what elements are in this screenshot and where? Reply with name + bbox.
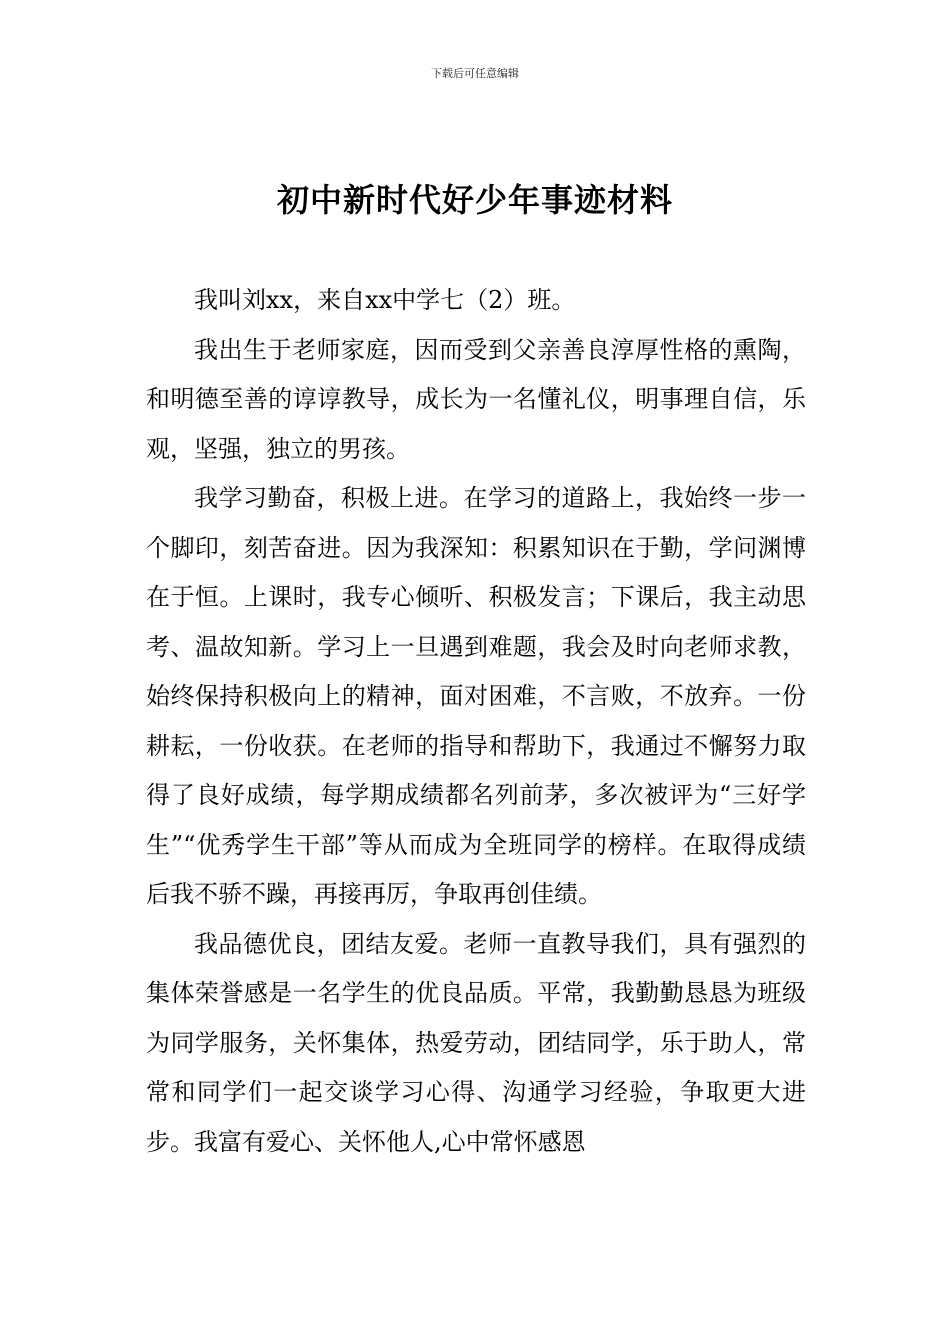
header-note: 下载后可任意编辑 bbox=[431, 67, 519, 80]
paragraph: 我出生于老师家庭，因而受到父亲善良淳厚性格的熏陶，和明德至善的谆谆教导，成长为一名懂礼仪，明事理自信，乐观，坚强，独立的男孩。 bbox=[146, 335, 806, 463]
paragraph: 我品德优良，团结友爱。老师一直教导我们，具有强烈的集体荣誉感是一名学生的优良品质。平常，我勤勤恳恳为班级为同学服务，关怀集体，热爱劳动，团结同学，乐于助人，常常和同学们一起交谈学习心得、沟通学习经验，争取更大进步。我富有爱心、关怀他人,心中常怀感恩 bbox=[146, 929, 806, 1156]
paragraph: 我学习勤奋，积极上进。在学习的道路上，我始终一步一个脚印，刻苦奋进。因为我深知：积累知识在于勤，学问渊博在于恒。上课时，我专心倾听、积极发言；下课后，我主动思考、温故知新。学习上一旦遇到难题，我会及时向老师求教，始终保持积极向上的精神，面对困难，不言败，不放弃。一份耕耘，一份收获。在老师的指导和帮助下，我通过不懈努力取得了良好成绩，每学期成绩都名列前茅，多次被评为“三好学生”“优秀学生干部”等从而成为全班同学的榜样。在取得成绩后我不骄不躁，再接再厉，争取再创佳绩。 bbox=[146, 484, 806, 908]
document-title: 初中新时代好少年事迹材料 bbox=[276, 181, 673, 219]
document-body bbox=[146, 276, 806, 1167]
paragraph: 我叫刘xx，来自xx中学七（2）班。 bbox=[194, 286, 576, 314]
